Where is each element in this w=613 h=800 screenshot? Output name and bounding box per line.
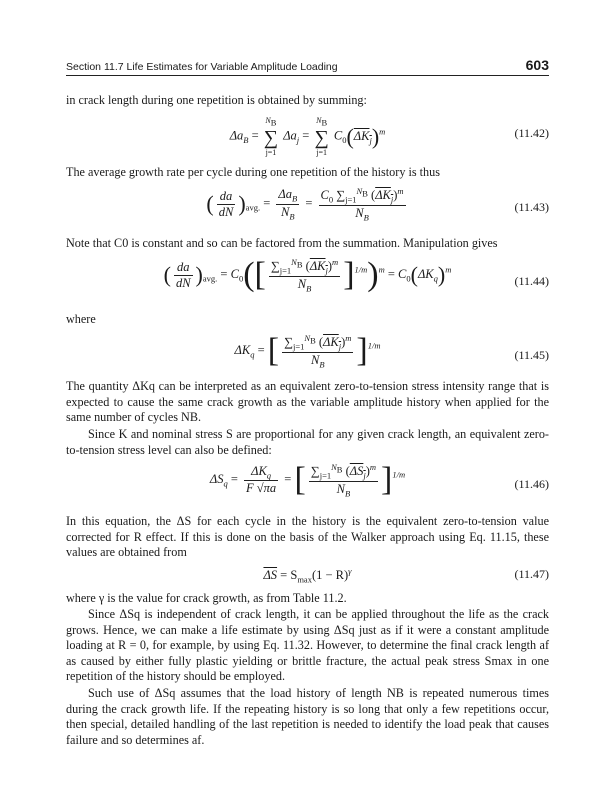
eq-subscript: B — [310, 335, 316, 346]
eq-subscript: 0 — [328, 194, 334, 205]
eq-subscript: q — [223, 478, 228, 489]
equation-body: $\Delta S_q$ = $\frac{\Delta K_q}{F √\pi a}$ = [ $\frac{\sum_{j=1}^{N_B} (\Delta S_j)^m}{N_B}$ ]$^{1/m}$ — [209, 461, 406, 499]
eq-subscript: j — [338, 341, 342, 352]
eq-symbol: C — [320, 188, 329, 203]
eq-symbol: Δa — [229, 128, 244, 143]
eq-symbol: C — [230, 266, 239, 281]
eq-symbol: dN — [175, 275, 191, 290]
paragraph-2: The average growth rate per cycle during one repetition of the history is thus — [66, 165, 440, 179]
eq-exponent: m — [379, 126, 386, 137]
eq-subscript: j=1 — [319, 470, 332, 481]
eq-exponent: m — [445, 264, 452, 275]
eq-symbol: N — [291, 256, 297, 267]
eq-exponent: 1/m — [392, 469, 406, 480]
eq-subscript: B — [291, 193, 298, 204]
eq-symbol: dN — [218, 204, 234, 219]
eq-subscript: j=1 — [293, 341, 305, 352]
eq-symbol: N — [336, 481, 345, 496]
equation-body — [66, 566, 549, 585]
eq-symbol: ΔK — [234, 342, 251, 357]
eq-subscript: avg. — [202, 273, 218, 284]
eq-subscript: avg. — [245, 202, 261, 213]
running-header — [66, 58, 549, 76]
equation-11-44 — [66, 254, 549, 308]
eq-subscript: B — [319, 359, 325, 370]
eq-symbol: N — [331, 461, 337, 472]
eq-symbol: N — [316, 116, 322, 125]
eq-symbol: ΔK — [353, 128, 370, 143]
equation-11-47 — [66, 566, 549, 586]
eq-subscript: B — [270, 117, 277, 128]
eq-symbol: ΔK — [375, 188, 391, 203]
equation-11-42 — [66, 112, 549, 156]
paragraph-3: Note that C0 is constant and so can be factored from the summation. Manipulation gives — [66, 236, 498, 250]
paragraph-6: Since K and nominal stress S are proportional for any given crack length, an equivalent zero-to-tension stress level can also be defined: — [66, 427, 549, 457]
equation-11-43 — [66, 184, 549, 230]
equation-body: ( $\frac{da}{dN}$ )$_{avg.}$ = $\frac{\Delta a_B}{N_B}$ = $\frac{C_0 \sum_{j=1}^{N_B} (\Delta K_j)^m}{N_B}$ — [206, 186, 404, 223]
eq-exponent: m — [397, 186, 404, 196]
equation-body: ( $\frac{da}{dN}$ )$_{avg.} = C_0$([ $\frac{\sum_{j=1}^{N_B} (\Delta K_j)^m}{N_B}$ ]$^{1/m})^m = C_0(\Delta K_q)^m$ — [163, 256, 452, 294]
equation-number: (11.45) — [514, 348, 549, 362]
eq-subscript: j=1 — [345, 194, 357, 205]
eq-symbol: N — [310, 352, 320, 367]
paragraph-9: Since ΔSq is independent of crack length, it can be applied throughout the life as the crack grows. Hence, we can make a life estimate by using ΔSq just as if it were a constant amplitude loading at R = 0, for example, by using Eq. 11.32. However, to determine the final crack length af as caused by either fully plastic yielding or brittle fracture, the actual peak stress Smax in one repetition of the history should be employed. — [66, 607, 549, 684]
paragraph-1: in crack length during one repetition is obtained by summing: — [66, 93, 367, 107]
eq-subscript: j — [369, 135, 372, 146]
paragraph-8: where γ is the value for crack growth, as from Table 11.2. — [66, 591, 347, 605]
equation-number: (11.47) — [514, 567, 549, 581]
eq-symbol: N — [281, 204, 290, 219]
eq-symbol: N — [297, 276, 307, 291]
eq-symbol: ΔK — [323, 335, 339, 350]
eq-exponent: 1/m — [354, 264, 368, 275]
eq-symbol: ΔK — [309, 259, 326, 274]
eq-symbol: Δa — [278, 187, 292, 202]
eq-symbol: ΔS — [349, 464, 364, 479]
eq-exponent: γ — [348, 566, 352, 576]
eq-subscript: B — [321, 117, 328, 128]
eq-symbol: Δa — [283, 128, 297, 143]
eq-symbol: N — [356, 186, 363, 196]
eq-symbol: ΔS — [209, 471, 224, 486]
page-number: 603 — [525, 57, 549, 73]
eq-subscript: 0 — [238, 273, 244, 284]
eq-subscript: q — [433, 273, 438, 284]
eq-exponent: m — [345, 332, 352, 343]
eq-symbol: ΔK — [251, 463, 267, 478]
eq-subscript: B — [363, 212, 369, 223]
eq-exponent: m — [332, 256, 339, 267]
eq-symbol: da — [177, 259, 190, 274]
equation-body: $\Delta a_B$ = $N_B$ ∑ j=1 $\Delta a_j$ = $N_B$ ∑ j=1 $C_0(\Delta K_j)^m$ — [229, 116, 386, 157]
summation-symbol: $N_B$ ∑ j=1 — [263, 116, 279, 157]
eq-symbol: ΔK — [417, 266, 434, 281]
eq-subscript: j — [390, 194, 394, 205]
eq-symbol: N — [355, 205, 364, 220]
eq-subscript: B — [344, 488, 351, 499]
paragraph-7: In this equation, the ΔS for each cycle in the history is the equivalent zero-to-tension value corrected for R effect. If this is done on the basis of the Walker approach using Eq. 11.15, these values are obtained from — [66, 514, 549, 560]
eq-symbol: F √πa — [246, 481, 277, 496]
equation-11-45 — [66, 330, 549, 378]
paragraph-4: where — [66, 312, 96, 326]
equation-number: (11.44) — [514, 274, 549, 288]
equation-body: $\Delta K_q$ = [ $\frac{\sum_{j=1}^{N_B} (\Delta K_j)^m}{N_B}$ ]$^{1/m}$ — [234, 332, 381, 370]
equation-number: (11.42) — [514, 126, 549, 140]
eq-symbol: N — [304, 332, 311, 343]
eq-exponent: m — [369, 461, 377, 472]
eq-subscript: j=1 — [279, 265, 292, 276]
eq-symbol: C — [398, 266, 407, 281]
eq-subscript: j — [296, 135, 300, 146]
paragraph-5: The quantity ΔKq can be interpreted as an equivalent zero-to-tension stress intensity range that is expected to cause the same crack growth as the variable amplitude history when applied for the same number of cycles NB. — [66, 379, 549, 425]
eq-exponent: m — [378, 264, 385, 275]
eq-subscript: j — [325, 265, 328, 276]
eq-subscript: B — [362, 188, 368, 199]
header-rule — [66, 75, 549, 76]
equation-number: (11.46) — [514, 477, 549, 491]
eq-symbol: C — [333, 128, 343, 143]
eq-subscript: max — [297, 574, 312, 585]
eq-symbol: = S — [280, 568, 298, 583]
eq-symbol: $\overline{\Delta S}$ — [263, 568, 278, 583]
equation-11-46 — [66, 459, 549, 507]
eq-subscript: B — [289, 211, 295, 222]
eq-subscript: B — [296, 259, 303, 270]
eq-subscript: j=1 — [316, 147, 327, 157]
eq-subscript: j — [363, 470, 366, 481]
eq-symbol: (1 − R) — [311, 568, 349, 583]
eq-subscript: B — [336, 464, 343, 475]
eq-subscript: q — [250, 349, 255, 360]
eq-subscript: q — [266, 470, 272, 481]
eq-exponent: 1/m — [367, 340, 381, 351]
section-title: Section 11.7 Life Estimates for Variable Amplitude Loading — [66, 61, 338, 73]
eq-symbol: N — [265, 116, 271, 125]
eq-subscript: j=1 — [265, 147, 277, 157]
eq-subscript: 0 — [406, 273, 411, 284]
eq-symbol: da — [219, 188, 233, 203]
eq-subscript: B — [306, 283, 312, 294]
equation-number: (11.43) — [514, 200, 549, 214]
summation-symbol: $N_B$ ∑ j=1 — [314, 116, 329, 157]
eq-subscript: B — [243, 135, 249, 146]
eq-subscript: 0 — [342, 135, 347, 146]
paragraph-10: Such use of ΔSq assumes that the load history of length NB is repeated numerous times during the crack growth life. If the repeating history is so long that only a few repetitions occur, then special, detailed handling of the last repetition is needed to identify the load peak that causes failure and so determines af. — [66, 686, 549, 747]
